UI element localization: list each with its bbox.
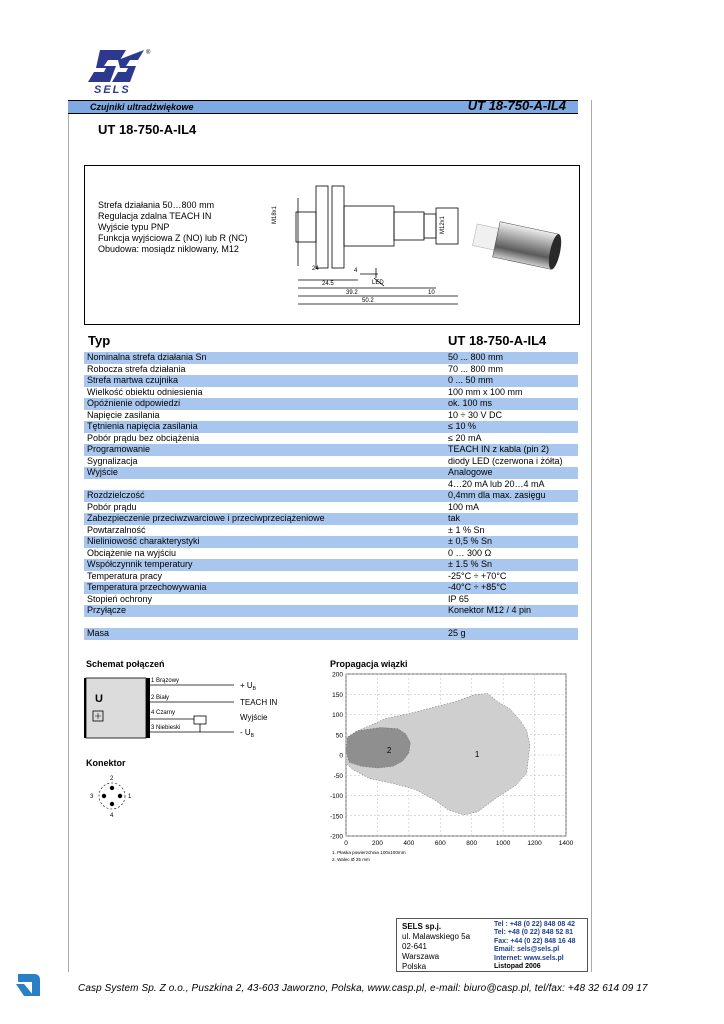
- wire-color: Niebieski: [156, 725, 181, 731]
- wire-color: Czarny: [156, 710, 176, 716]
- wire-signal-sub: B: [250, 733, 255, 739]
- spec-label: Opóźnienie odpowiedzi: [87, 398, 181, 408]
- spec-row: [84, 456, 578, 468]
- thread-left-label: M18x1: [272, 205, 278, 224]
- spec-row: [84, 421, 578, 433]
- spec-value: ± 1.5 % Sn: [448, 559, 492, 569]
- spec-label: Nieliniowość charakterystyki: [87, 536, 200, 546]
- category-label: Czujniki ultradźwiękowe: [90, 102, 194, 112]
- spec-row: [84, 559, 578, 571]
- svg-text:1 Brązowy: [151, 678, 179, 684]
- connector-pin: 4: [110, 813, 114, 819]
- chart-ytick-label: -100: [329, 793, 343, 800]
- spec-value: 100 mm x 100 mm: [448, 386, 523, 397]
- wrench-label: 24: [312, 266, 319, 272]
- spec-label: Pobór prądu: [87, 501, 137, 512]
- connector-diagram: [88, 774, 138, 820]
- spec-row: [84, 479, 578, 491]
- company-date: Listopad 2006: [494, 963, 541, 971]
- spec-label: Temperatura przechowywania: [87, 582, 207, 592]
- chart-xtick-label: 0: [344, 840, 348, 847]
- spec-row: [84, 398, 578, 410]
- spec-label: Stopień ochrony: [87, 593, 153, 604]
- sensor-photo: [471, 217, 564, 270]
- spec-value: Konektor M12 / 4 pin: [448, 605, 532, 615]
- spec-row: [84, 628, 578, 640]
- spec-label: Wielkość obiektu odniesienia: [87, 386, 203, 397]
- chart-series-label: 2: [386, 745, 392, 755]
- wiring-title: Schemat połączeń: [86, 659, 165, 669]
- spec-row: [84, 364, 578, 376]
- dim-502-label: 50.2: [362, 298, 374, 304]
- spec-label: Obciążenie na wyjściu: [87, 547, 177, 558]
- spec-label: Powtarzalność: [87, 524, 146, 535]
- wire-color: Biały: [156, 695, 170, 701]
- description-list: [98, 200, 248, 255]
- beam-chart: [316, 668, 584, 864]
- description-line: Obudowa: mosiądz niklowany, M12: [98, 244, 239, 254]
- wire-signal: Wyjście: [240, 713, 268, 722]
- chart-ytick-label: 200: [332, 671, 343, 679]
- wire-signal-sub: B: [252, 686, 257, 692]
- dim-4-label: 4: [354, 268, 358, 274]
- description-line: Strefa działania 50…800 mm: [98, 200, 215, 210]
- spec-value: ± 0,5 % Sn: [448, 536, 492, 546]
- chart-ytick-label: 50: [335, 732, 343, 740]
- spec-value: 0 … 300 Ω: [448, 547, 492, 558]
- company-email[interactable]: Email: sels@sels.pl: [494, 946, 560, 954]
- spec-row: [84, 605, 578, 617]
- spec-value: 0,4mm dla max. zasięgu: [448, 490, 546, 500]
- spec-value: 50 ... 800 mm: [448, 352, 504, 362]
- chart-xtick-label: 400: [403, 840, 415, 847]
- spec-value: 0 ... 50 mm: [448, 375, 494, 385]
- spec-label: Robocza strefa działania: [87, 363, 186, 374]
- spec-row: [84, 433, 578, 445]
- description-line: Wyjście typu PNP: [98, 222, 170, 232]
- spec-label: Wyjście: [87, 467, 118, 477]
- sels-logo: [86, 46, 156, 96]
- spec-value: 10 ÷ 30 V DC: [448, 409, 502, 420]
- company-zip: 02-641: [402, 942, 427, 951]
- bottom-contact-line: Casp System Sp. Z o.o., Puszkina 2, 43-603 Jaworzno, Polska, www.casp.pl, e-mail: biuro@casp.pl, tel/fax: +48 32 614 09 17: [78, 983, 648, 994]
- chart-xtick-label: 1200: [527, 840, 542, 847]
- company-name: SELS sp.j.: [402, 922, 442, 931]
- spec-row: [84, 467, 578, 479]
- chart-ytick-label: 150: [332, 691, 343, 699]
- spec-value: ± 1 % Sn: [448, 524, 485, 535]
- company-tel2: Tel: +48 (0 22) 848 52 81: [494, 929, 574, 937]
- company-tel1: Tel : +48 (0 22) 848 08 42: [494, 921, 576, 928]
- device-letter: U: [95, 693, 103, 705]
- spec-row: [84, 617, 578, 629]
- registered-mark: ®: [146, 50, 151, 56]
- header-product-code: UT 18-750-A-IL4: [467, 98, 566, 113]
- spec-value: ≤ 20 mA: [448, 432, 482, 443]
- chart-title: Propagacja wiązki: [330, 659, 408, 669]
- spec-label: Sygnalizacja: [87, 455, 138, 466]
- wire-signal: + U: [240, 681, 253, 690]
- technical-drawing: [268, 178, 568, 308]
- spec-label: Masa: [87, 628, 110, 638]
- spec-value: diody LED (czerwona i żółta): [448, 455, 563, 466]
- led-label: LED: [372, 280, 384, 286]
- spec-table: [84, 352, 578, 640]
- spec-label: Przyłącze: [87, 605, 127, 615]
- spec-row: [84, 352, 578, 364]
- chart-xtick-label: 1400: [558, 840, 574, 847]
- chart-series-label: 1: [474, 750, 480, 759]
- dim-10-label: 10: [428, 290, 435, 296]
- page-right-rule: [591, 100, 592, 972]
- wire-color: Brązowy: [156, 678, 180, 684]
- spec-row: [84, 536, 578, 548]
- spec-label: Rozdzielczość: [87, 490, 145, 500]
- dim-245-label: 24.5: [322, 281, 334, 287]
- spec-row: [84, 375, 578, 387]
- connector-pin: 1: [128, 794, 132, 800]
- company-country: Polska: [402, 962, 427, 971]
- spec-value: 4…20 mA lub 20…4 mA: [448, 478, 545, 489]
- spec-row: [84, 410, 578, 422]
- wire-num: 3: [151, 725, 155, 731]
- spec-value: TEACH IN z kabla (pin 2): [448, 444, 550, 454]
- wire-signal: TEACH IN: [240, 698, 278, 707]
- spec-label: Tętnienia napięcia zasilania: [87, 421, 198, 431]
- spec-label: Pobór prądu bez obciążenia: [87, 432, 200, 443]
- spec-row: [84, 387, 578, 399]
- company-address: [402, 922, 470, 972]
- spec-value: 100 mA: [448, 501, 480, 512]
- spec-value: 25 g: [448, 628, 466, 638]
- dim-392-label: 39.2: [346, 290, 358, 296]
- spec-label: Strefa martwa czujnika: [87, 375, 179, 385]
- svg-text:2 Biały: [151, 695, 169, 701]
- chart-ytick-label: -200: [329, 833, 343, 841]
- chart-xtick-label: 800: [466, 840, 478, 847]
- company-internet[interactable]: Internet: www.sels.pl: [494, 954, 564, 962]
- spec-row: [84, 513, 578, 525]
- spec-label: Programowanie: [87, 444, 151, 454]
- company-street: ul. Malawskiego 5a: [402, 932, 471, 941]
- wire-num: 4: [151, 710, 155, 716]
- page-title: UT 18-750-A-IL4: [98, 122, 197, 137]
- spec-value: tak: [448, 513, 461, 523]
- company-city: Warszawa: [402, 952, 440, 961]
- spec-row: [84, 594, 578, 606]
- svg-text:3 Niebieski: [151, 725, 180, 731]
- company-contact: [494, 921, 576, 971]
- chart-series-area: [346, 728, 410, 769]
- thread-right-label: M12x1: [440, 215, 446, 234]
- svg-text:- UB: [240, 728, 255, 739]
- wire-num: 1: [151, 678, 155, 684]
- chart-annotation: 1. Płaska powierzchnia 100x100mm: [332, 850, 406, 855]
- spec-label: Nominalna strefa działania Sn: [87, 352, 207, 362]
- wire-signal: - U: [240, 728, 251, 737]
- svg-text:+ UB: [240, 681, 257, 692]
- chart-ytick-label: -50: [333, 772, 343, 780]
- wiring-diagram: [84, 674, 308, 744]
- chart-annotation: 2. Walec Ø 25 mm: [332, 857, 370, 862]
- connector-title: Konektor: [86, 758, 126, 768]
- spec-row: [84, 444, 578, 456]
- spec-row: [84, 525, 578, 537]
- header-band: [68, 100, 578, 114]
- spec-value: ≤ 10 %: [448, 421, 476, 431]
- spec-header-type: Typ: [88, 333, 111, 348]
- company-fax: Fax: +44 (0 22) 848 16 48: [494, 937, 576, 945]
- spec-value: ok. 100 ms: [448, 398, 493, 408]
- description-line: Funkcja wyjściowa Z (NO) lub R (NC): [98, 233, 248, 243]
- wire-num: 2: [151, 695, 155, 701]
- spec-row: [84, 548, 578, 560]
- chart-xtick-label: 600: [434, 840, 446, 847]
- spec-label: Zabezpieczenie przeciwzwarciowe i przeciwprzeciążeniowe: [87, 513, 325, 523]
- spec-label: Napięcie zasilania: [87, 409, 160, 420]
- spec-label: Współczynnik temperatury: [87, 559, 193, 569]
- spec-value: -25°C ÷ +70°C: [448, 570, 507, 581]
- spec-value: IP 65: [448, 593, 469, 604]
- svg-text:4 Czarny: [151, 710, 175, 716]
- spec-row: [84, 490, 578, 502]
- spec-header-model: UT 18-750-A-IL4: [448, 333, 547, 348]
- spec-row: [84, 582, 578, 594]
- spec-label: Temperatura pracy: [87, 570, 163, 581]
- connector-pin: 2: [110, 776, 114, 782]
- spec-row: [84, 571, 578, 583]
- spec-row: [84, 502, 578, 514]
- spec-value: 70 ... 800 mm: [448, 363, 504, 374]
- chart-ytick-label: -150: [329, 813, 343, 821]
- spec-value: Analogowe: [448, 467, 493, 477]
- chart-ytick-label: 100: [332, 712, 343, 719]
- chart-xtick-label: 200: [371, 840, 383, 847]
- casp-logo-icon: [14, 972, 42, 998]
- chart-xtick-label: 1000: [495, 840, 511, 847]
- description-line: Regulacja zdalna TEACH IN: [98, 211, 212, 221]
- spec-value: -40°C ÷ +85°C: [448, 582, 507, 592]
- logo-text: SELS: [94, 84, 131, 96]
- connector-pin: 3: [90, 794, 94, 800]
- chart-ytick-label: 0: [339, 752, 343, 760]
- page-left-rule: [68, 100, 69, 972]
